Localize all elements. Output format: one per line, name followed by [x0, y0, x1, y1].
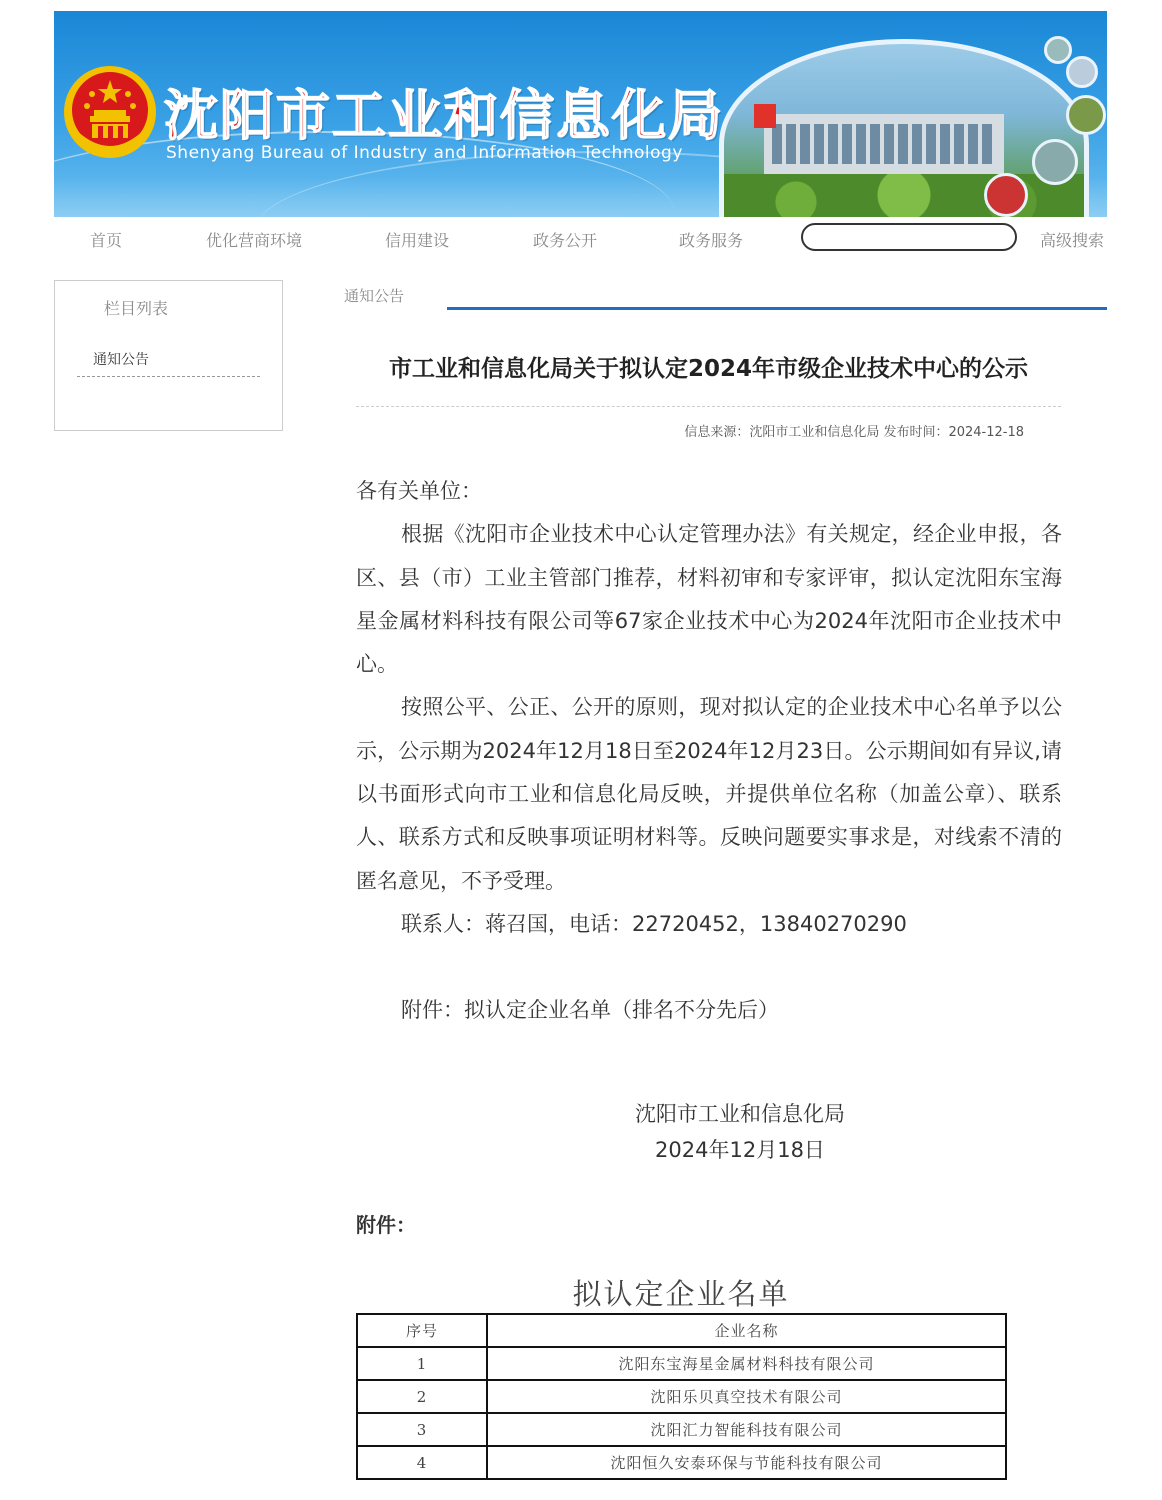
- table-cell: 4: [357, 1446, 487, 1479]
- table-cell: 1: [357, 1347, 487, 1380]
- nav-public[interactable]: 政务公开: [533, 231, 598, 250]
- table-row: [357, 1347, 1006, 1380]
- salutation: 各有关单位：: [356, 479, 482, 503]
- page-title: 市工业和信息化局关于拟认定2024年市级企业技术中心的公示: [388, 356, 1028, 382]
- nav-services[interactable]: 政务服务: [679, 231, 744, 250]
- divider: [447, 307, 1107, 310]
- contact-line: 联系人：蒋召国，电话：22720452，13840270290: [401, 911, 907, 936]
- banner-bubble: [984, 173, 1028, 217]
- nav-business[interactable]: 优化营商环境: [206, 231, 303, 250]
- table-row: [357, 1446, 1006, 1479]
- banner-bubble: [1044, 36, 1072, 64]
- signature-org: 沈阳市工业和信息化局: [635, 1102, 845, 1126]
- column-header: 企业名称: [487, 1314, 1006, 1347]
- site-title: 沈阳市工业和信息化局: [164, 84, 724, 147]
- banner-photo: [719, 39, 1089, 217]
- advanced-search-link[interactable]: 高级搜索: [1040, 231, 1105, 250]
- national-emblem-icon: [62, 64, 158, 160]
- table-row: [357, 1380, 1006, 1413]
- sidebar: [54, 280, 283, 431]
- divider: [356, 406, 1061, 407]
- table-cell: 沈阳乐贝真空技术有限公司: [487, 1380, 1006, 1413]
- table-cell: 沈阳东宝海星金属材料科技有限公司: [487, 1347, 1006, 1380]
- column-header: 序号: [357, 1314, 487, 1347]
- sidebar-title: 栏目列表: [104, 299, 169, 318]
- company-table: [356, 1313, 1007, 1480]
- site-subtitle: Shenyang Bureau of Industry and Information Technology: [166, 143, 683, 163]
- paragraph: 按照公平、公正、公开的原则，现对拟认定的企业技术中心名单予以公示，公示期为2024年12月18日至2024年12月23日。公示期间如有异议,请以书面形式向市工业和信息化局反映，并提供单位名称（加盖公章）、联系人、联系方式和反映事项证明材料等。反映问题要实事求是，对线索不清的匿名意见，不予受理。: [356, 695, 1062, 893]
- table-cell: 3: [357, 1413, 487, 1446]
- banner-bubble: [1032, 139, 1078, 185]
- table-row: [357, 1413, 1006, 1446]
- table-cell: 2: [357, 1380, 487, 1413]
- article-meta: 信息来源：沈阳市工业和信息化局 发布时间：2024-12-18: [684, 425, 1024, 440]
- search-input[interactable]: [801, 223, 1017, 251]
- nav-home[interactable]: 首页: [90, 231, 123, 250]
- attachment-note: 附件：拟认定企业名单（排名不分先后）: [401, 998, 779, 1023]
- table-title: 拟认定企业名单: [572, 1277, 790, 1311]
- divider: [77, 376, 260, 377]
- table-cell: 沈阳汇力智能科技有限公司: [487, 1413, 1006, 1446]
- breadcrumb[interactable]: 通知公告: [344, 287, 405, 305]
- banner-bubble: [1066, 56, 1098, 88]
- attachment-label: 附件：: [356, 1213, 416, 1237]
- table-header-row: [357, 1314, 1006, 1347]
- paragraph: 根据《沈阳市企业技术中心认定管理办法》有关规定，经企业申报，各区、县（市）工业主管部门推荐，材料初审和专家评审，拟认定沈阳东宝海星金属材料科技有限公司等67家企业技术中心为2024年沈阳市企业技术中心。: [356, 522, 1062, 677]
- nav-credit[interactable]: 信用建设: [385, 231, 450, 250]
- banner-bubble: [1066, 95, 1106, 135]
- header-banner: [54, 11, 1107, 217]
- table-cell: 沈阳恒久安泰环保与节能科技有限公司: [487, 1446, 1006, 1479]
- article-body: [356, 470, 1062, 1033]
- sidebar-item-notices[interactable]: 通知公告: [93, 352, 149, 368]
- signature-date: 2024年12月18日: [655, 1138, 825, 1162]
